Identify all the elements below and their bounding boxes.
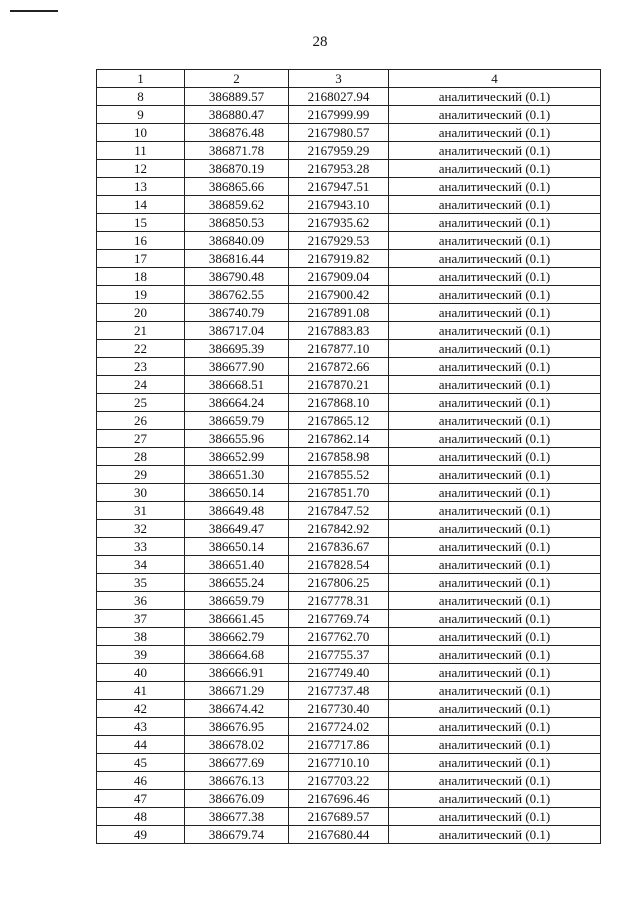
y-coordinate-cell: 2167883.83: [289, 322, 389, 340]
y-coordinate-cell: 2167762.70: [289, 628, 389, 646]
y-coordinate-cell: 2167980.57: [289, 124, 389, 142]
point-number-cell: 20: [97, 304, 185, 322]
x-coordinate-cell: 386695.39: [185, 340, 289, 358]
method-cell: аналитический (0.1): [389, 556, 601, 574]
method-cell: аналитический (0.1): [389, 736, 601, 754]
method-cell: аналитический (0.1): [389, 394, 601, 412]
point-number-cell: 47: [97, 790, 185, 808]
x-coordinate-cell: 386651.40: [185, 556, 289, 574]
table-row: [97, 664, 601, 682]
point-number-cell: 14: [97, 196, 185, 214]
y-coordinate-cell: 2167769.74: [289, 610, 389, 628]
x-coordinate-cell: 386651.30: [185, 466, 289, 484]
method-cell: аналитический (0.1): [389, 340, 601, 358]
method-cell: аналитический (0.1): [389, 286, 601, 304]
x-coordinate-cell: 386859.62: [185, 196, 289, 214]
y-coordinate-cell: 2167872.66: [289, 358, 389, 376]
method-cell: аналитический (0.1): [389, 232, 601, 250]
method-cell: аналитический (0.1): [389, 628, 601, 646]
y-coordinate-cell: 2167862.14: [289, 430, 389, 448]
point-number-cell: 15: [97, 214, 185, 232]
method-cell: аналитический (0.1): [389, 412, 601, 430]
method-cell: аналитический (0.1): [389, 322, 601, 340]
table-row: [97, 646, 601, 664]
point-number-cell: 41: [97, 682, 185, 700]
point-number-cell: 28: [97, 448, 185, 466]
y-coordinate-cell: 2167858.98: [289, 448, 389, 466]
table-row: [97, 826, 601, 844]
point-number-cell: 21: [97, 322, 185, 340]
method-cell: аналитический (0.1): [389, 682, 601, 700]
x-coordinate-cell: 386659.79: [185, 412, 289, 430]
y-coordinate-cell: 2167717.86: [289, 736, 389, 754]
method-cell: аналитический (0.1): [389, 502, 601, 520]
x-coordinate-cell: 386666.91: [185, 664, 289, 682]
y-coordinate-cell: 2167877.10: [289, 340, 389, 358]
x-coordinate-cell: 386661.45: [185, 610, 289, 628]
point-number-cell: 32: [97, 520, 185, 538]
point-number-cell: 44: [97, 736, 185, 754]
method-cell: аналитический (0.1): [389, 430, 601, 448]
method-cell: аналитический (0.1): [389, 124, 601, 142]
x-coordinate-cell: 386816.44: [185, 250, 289, 268]
y-coordinate-cell: 2167891.08: [289, 304, 389, 322]
table-row: [97, 790, 601, 808]
point-number-cell: 25: [97, 394, 185, 412]
point-number-cell: 23: [97, 358, 185, 376]
x-coordinate-cell: 386679.74: [185, 826, 289, 844]
point-number-cell: 29: [97, 466, 185, 484]
x-coordinate-cell: 386664.68: [185, 646, 289, 664]
table-row: [97, 754, 601, 772]
point-number-cell: 12: [97, 160, 185, 178]
point-number-cell: 26: [97, 412, 185, 430]
x-coordinate-cell: 386678.02: [185, 736, 289, 754]
point-number-cell: 16: [97, 232, 185, 250]
x-coordinate-cell: 386655.96: [185, 430, 289, 448]
table-row: [97, 232, 601, 250]
y-coordinate-cell: 2167680.44: [289, 826, 389, 844]
y-coordinate-cell: 2167929.53: [289, 232, 389, 250]
table-row: [97, 808, 601, 826]
table-row: [97, 250, 601, 268]
y-coordinate-cell: 2167842.92: [289, 520, 389, 538]
point-number-cell: 24: [97, 376, 185, 394]
method-cell: аналитический (0.1): [389, 520, 601, 538]
y-coordinate-cell: 2167953.28: [289, 160, 389, 178]
method-cell: аналитический (0.1): [389, 358, 601, 376]
table-row: [97, 160, 601, 178]
point-number-cell: 45: [97, 754, 185, 772]
point-number-cell: 22: [97, 340, 185, 358]
x-coordinate-cell: 386717.04: [185, 322, 289, 340]
y-coordinate-cell: 2167947.51: [289, 178, 389, 196]
x-coordinate-cell: 386677.38: [185, 808, 289, 826]
method-cell: аналитический (0.1): [389, 790, 601, 808]
point-number-cell: 48: [97, 808, 185, 826]
table-row: [97, 556, 601, 574]
x-coordinate-cell: 386676.09: [185, 790, 289, 808]
table-row: [97, 106, 601, 124]
top-rule: [10, 10, 58, 12]
method-cell: аналитический (0.1): [389, 754, 601, 772]
point-number-cell: 33: [97, 538, 185, 556]
x-coordinate-cell: 386674.42: [185, 700, 289, 718]
x-coordinate-cell: 386676.13: [185, 772, 289, 790]
table-row: [97, 376, 601, 394]
y-coordinate-cell: 2167870.21: [289, 376, 389, 394]
y-coordinate-cell: 2167696.46: [289, 790, 389, 808]
table-row: [97, 268, 601, 286]
point-number-cell: 38: [97, 628, 185, 646]
x-coordinate-cell: 386650.14: [185, 484, 289, 502]
x-coordinate-cell: 386762.55: [185, 286, 289, 304]
y-coordinate-cell: 2167836.67: [289, 538, 389, 556]
method-cell: аналитический (0.1): [389, 106, 601, 124]
method-cell: аналитический (0.1): [389, 826, 601, 844]
point-number-cell: 10: [97, 124, 185, 142]
table-row: [97, 484, 601, 502]
table-row: [97, 358, 601, 376]
y-coordinate-cell: 2167703.22: [289, 772, 389, 790]
point-number-cell: 31: [97, 502, 185, 520]
table-row: [97, 196, 601, 214]
table-row: [97, 520, 601, 538]
point-number-cell: 46: [97, 772, 185, 790]
x-coordinate-cell: 386649.47: [185, 520, 289, 538]
y-coordinate-cell: 2167847.52: [289, 502, 389, 520]
y-coordinate-cell: 2167959.29: [289, 142, 389, 160]
column-header: 4: [389, 70, 601, 88]
table-row: [97, 718, 601, 736]
x-coordinate-cell: 386889.57: [185, 88, 289, 106]
x-coordinate-cell: 386676.95: [185, 718, 289, 736]
point-number-cell: 11: [97, 142, 185, 160]
table-row: [97, 142, 601, 160]
y-coordinate-cell: 2167806.25: [289, 574, 389, 592]
x-coordinate-cell: 386671.29: [185, 682, 289, 700]
y-coordinate-cell: 2167828.54: [289, 556, 389, 574]
point-number-cell: 34: [97, 556, 185, 574]
point-number-cell: 35: [97, 574, 185, 592]
table-row: [97, 538, 601, 556]
method-cell: аналитический (0.1): [389, 142, 601, 160]
method-cell: аналитический (0.1): [389, 592, 601, 610]
column-header: 1: [97, 70, 185, 88]
x-coordinate-cell: 386871.78: [185, 142, 289, 160]
y-coordinate-cell: 2168027.94: [289, 88, 389, 106]
method-cell: аналитический (0.1): [389, 808, 601, 826]
y-coordinate-cell: 2167689.57: [289, 808, 389, 826]
point-number-cell: 36: [97, 592, 185, 610]
y-coordinate-cell: 2167851.70: [289, 484, 389, 502]
table-row: [97, 430, 601, 448]
x-coordinate-cell: 386790.48: [185, 268, 289, 286]
table-row: [97, 574, 601, 592]
x-coordinate-cell: 386865.66: [185, 178, 289, 196]
method-cell: аналитический (0.1): [389, 466, 601, 484]
table-row: [97, 610, 601, 628]
method-cell: аналитический (0.1): [389, 268, 601, 286]
method-cell: аналитический (0.1): [389, 772, 601, 790]
x-coordinate-cell: 386652.99: [185, 448, 289, 466]
table-row: [97, 88, 601, 106]
table-row: [97, 304, 601, 322]
x-coordinate-cell: 386655.24: [185, 574, 289, 592]
page-number: 28: [312, 34, 328, 50]
table-row: [97, 628, 601, 646]
x-coordinate-cell: 386850.53: [185, 214, 289, 232]
table-row: [97, 124, 601, 142]
table-row: [97, 466, 601, 484]
table-row: [97, 772, 601, 790]
method-cell: аналитический (0.1): [389, 214, 601, 232]
method-cell: аналитический (0.1): [389, 196, 601, 214]
point-number-cell: 42: [97, 700, 185, 718]
method-cell: аналитический (0.1): [389, 718, 601, 736]
method-cell: аналитический (0.1): [389, 160, 601, 178]
y-coordinate-cell: 2167778.31: [289, 592, 389, 610]
table-row: [97, 340, 601, 358]
y-coordinate-cell: 2167868.10: [289, 394, 389, 412]
y-coordinate-cell: 2167755.37: [289, 646, 389, 664]
point-number-cell: 17: [97, 250, 185, 268]
table-row: [97, 700, 601, 718]
method-cell: аналитический (0.1): [389, 250, 601, 268]
x-coordinate-cell: 386677.90: [185, 358, 289, 376]
point-number-cell: 8: [97, 88, 185, 106]
table-row: [97, 592, 601, 610]
method-cell: аналитический (0.1): [389, 178, 601, 196]
table-row: [97, 412, 601, 430]
x-coordinate-cell: 386880.47: [185, 106, 289, 124]
y-coordinate-cell: 2167999.99: [289, 106, 389, 124]
x-coordinate-cell: 386677.69: [185, 754, 289, 772]
y-coordinate-cell: 2167855.52: [289, 466, 389, 484]
point-number-cell: 37: [97, 610, 185, 628]
point-number-cell: 39: [97, 646, 185, 664]
point-number-cell: 30: [97, 484, 185, 502]
y-coordinate-cell: 2167730.40: [289, 700, 389, 718]
y-coordinate-cell: 2167919.82: [289, 250, 389, 268]
x-coordinate-cell: 386876.48: [185, 124, 289, 142]
point-number-cell: 19: [97, 286, 185, 304]
method-cell: аналитический (0.1): [389, 538, 601, 556]
method-cell: аналитический (0.1): [389, 700, 601, 718]
table-row: [97, 214, 601, 232]
method-cell: аналитический (0.1): [389, 376, 601, 394]
method-cell: аналитический (0.1): [389, 646, 601, 664]
y-coordinate-cell: 2167710.10: [289, 754, 389, 772]
x-coordinate-cell: 386668.51: [185, 376, 289, 394]
y-coordinate-cell: 2167737.48: [289, 682, 389, 700]
method-cell: аналитический (0.1): [389, 304, 601, 322]
table-row: [97, 682, 601, 700]
method-cell: аналитический (0.1): [389, 88, 601, 106]
table-row: [97, 502, 601, 520]
x-coordinate-cell: 386649.48: [185, 502, 289, 520]
table-row: [97, 178, 601, 196]
method-cell: аналитический (0.1): [389, 574, 601, 592]
table-row: [97, 736, 601, 754]
y-coordinate-cell: 2167935.62: [289, 214, 389, 232]
x-coordinate-cell: 386840.09: [185, 232, 289, 250]
table-row: [97, 322, 601, 340]
point-number-cell: 27: [97, 430, 185, 448]
y-coordinate-cell: 2167909.04: [289, 268, 389, 286]
x-coordinate-cell: 386740.79: [185, 304, 289, 322]
point-number-cell: 18: [97, 268, 185, 286]
column-header: 2: [185, 70, 289, 88]
point-number-cell: 13: [97, 178, 185, 196]
column-header: 3: [289, 70, 389, 88]
table-row: [97, 286, 601, 304]
table-header-row: [97, 70, 601, 88]
method-cell: аналитический (0.1): [389, 610, 601, 628]
point-number-cell: 49: [97, 826, 185, 844]
x-coordinate-cell: 386870.19: [185, 160, 289, 178]
x-coordinate-cell: 386659.79: [185, 592, 289, 610]
y-coordinate-cell: 2167724.02: [289, 718, 389, 736]
point-number-cell: 40: [97, 664, 185, 682]
coordinates-table-body: [97, 70, 601, 844]
method-cell: аналитический (0.1): [389, 664, 601, 682]
y-coordinate-cell: 2167749.40: [289, 664, 389, 682]
method-cell: аналитический (0.1): [389, 448, 601, 466]
y-coordinate-cell: 2167943.10: [289, 196, 389, 214]
table-row: [97, 448, 601, 466]
coordinates-table: [96, 69, 601, 844]
y-coordinate-cell: 2167865.12: [289, 412, 389, 430]
method-cell: аналитический (0.1): [389, 484, 601, 502]
point-number-cell: 43: [97, 718, 185, 736]
y-coordinate-cell: 2167900.42: [289, 286, 389, 304]
x-coordinate-cell: 386662.79: [185, 628, 289, 646]
x-coordinate-cell: 386650.14: [185, 538, 289, 556]
point-number-cell: 9: [97, 106, 185, 124]
table-row: [97, 394, 601, 412]
x-coordinate-cell: 386664.24: [185, 394, 289, 412]
